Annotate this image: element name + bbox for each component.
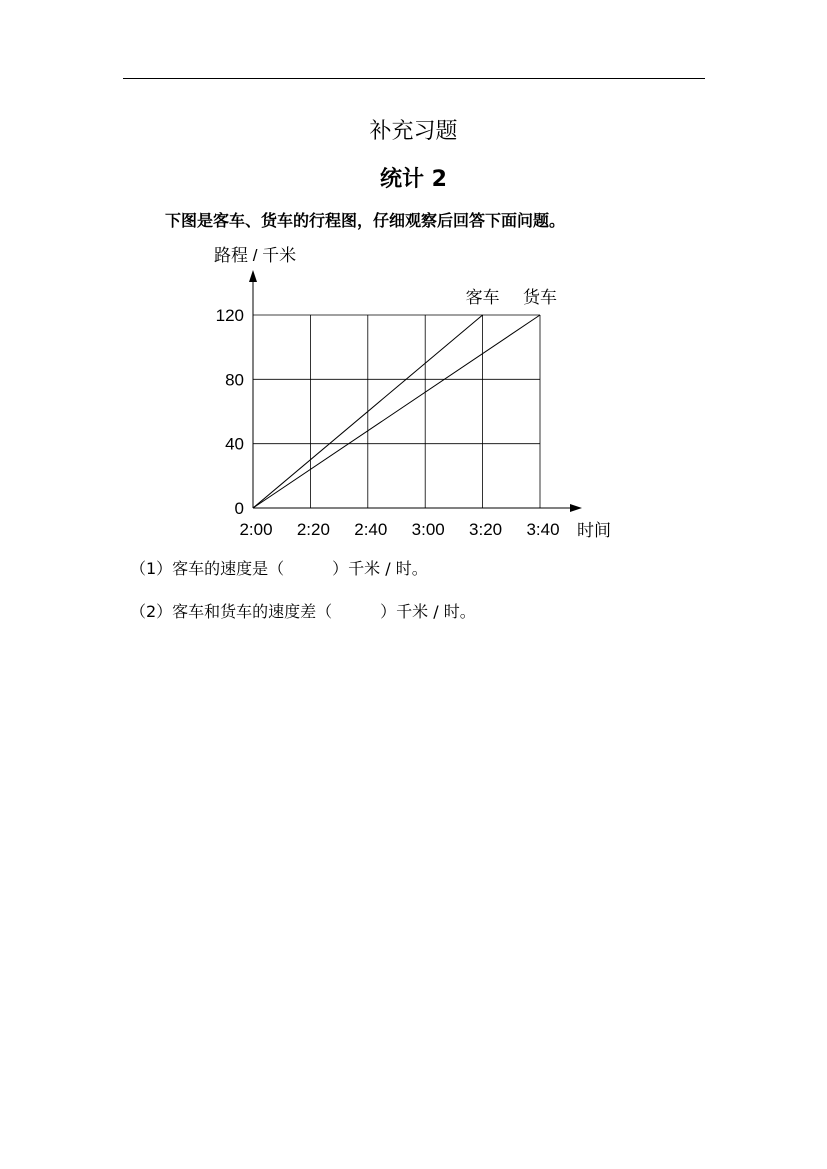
x-tick-label-1: 2:20 [296,520,330,539]
series-label-0: 客车 [465,288,500,307]
series-line-1 [253,315,540,508]
x-tick-label-0: 2:00 [239,520,273,539]
x-tick-label-2: 2:40 [354,520,388,539]
question-2: （2）客车和货车的速度差（ ）千米 / 时。 [130,602,476,621]
x-axis-arrow [570,504,582,512]
y-axis-arrow [249,270,257,282]
page-title: 补充习题 [369,119,458,144]
series-label-1: 货车 [523,288,557,307]
page-subtitle: 统计 2 [380,167,447,192]
y-axis-label: 路程 / 千米 [214,246,297,265]
question-1: （1）客车的速度是（ ）千米 / 时。 [130,559,428,578]
travel-chart [0,0,827,560]
x-tick-label-4: 3:20 [469,520,503,539]
y-tick-label-3: 120 [215,306,244,325]
y-tick-label-0: 0 [234,499,244,518]
y-tick-label-2: 80 [225,370,244,390]
y-tick-label-1: 40 [225,434,244,454]
x-tick-label-5: 3:40 [526,520,560,539]
x-axis-label: 时间 [577,521,611,540]
instruction-text: 下图是客车、货车的行程图，仔细观察后回答下面问题。 [165,211,566,230]
x-tick-label-3: 3:00 [411,520,445,539]
